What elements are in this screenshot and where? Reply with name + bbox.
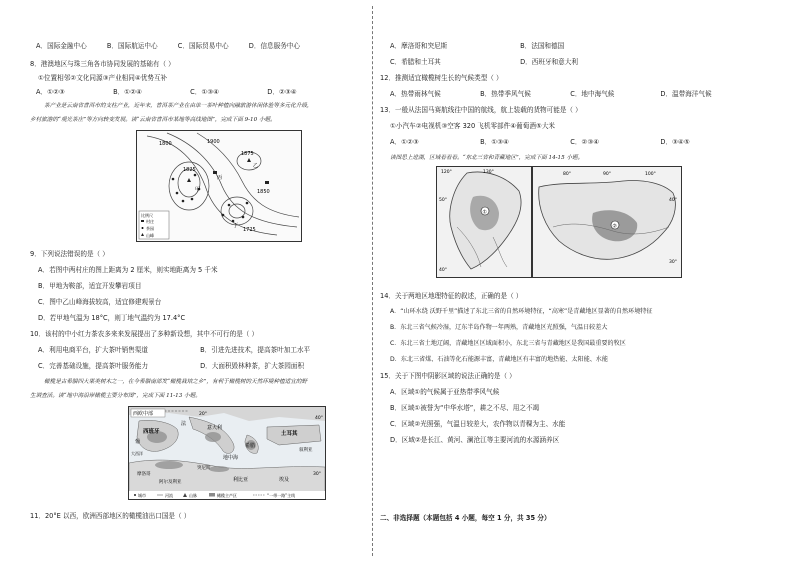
q13-option-b[interactable]: B．①③④	[480, 138, 509, 146]
q13-option-a[interactable]: A．①②③	[390, 138, 419, 146]
label-syria: 叙利亚	[299, 448, 313, 453]
q7-option-d[interactable]: D．信息服务中心	[248, 42, 301, 50]
q12-options-row	[390, 90, 712, 98]
lat-30: 30°	[669, 260, 677, 265]
legend-scale: 比例尺	[141, 213, 153, 218]
q14-option-a[interactable]: A．“山环水绕 沃野千里”描述了东北三省的自然环境特征，“高寒”是青藏地区显著的自然环境特征	[390, 308, 653, 315]
q14-option-b[interactable]: B．东北三省气候冷湿，辽东半岛作物一年两熟，青藏地区光照强，气温日较差大	[390, 324, 608, 331]
contour-label-1725: 1725	[243, 227, 256, 233]
q7-option-b[interactable]: B．国际航运中心	[106, 42, 158, 50]
label-40deg: 40°	[315, 416, 323, 421]
point-yi: 乙	[253, 163, 259, 169]
q15-option-d[interactable]: D．区域②是长江、黄河、澜沧江等主要河流的水源涵养区	[390, 436, 560, 444]
village-symbol	[213, 171, 217, 174]
contour-label-1875: 1875	[241, 151, 254, 157]
label-greece: 希腊	[245, 443, 256, 449]
q10-options-row2	[38, 362, 304, 370]
q10-stem: 10．该村的中小红力茶农多来来发展提出了多种新设想，其中不可行的是（ ）	[30, 330, 259, 338]
q13-option-d[interactable]: D．③④⑤	[660, 138, 690, 146]
q11-options-row2	[390, 58, 578, 66]
lon-100: 100°	[645, 172, 656, 177]
q9-stem: 9．下列说法错误的是（ ）	[30, 250, 109, 258]
legend-village: 村庄	[146, 219, 154, 224]
label-portugal: 葡	[135, 439, 141, 445]
legend-belt-road: “一带一路”主线	[267, 493, 296, 498]
village-symbol	[265, 181, 269, 184]
point-bing: 丙	[217, 175, 223, 181]
label-30deg: 30°	[313, 472, 321, 477]
q15-option-a[interactable]: A．区域①的气候属于亚热带季风气候	[390, 388, 500, 396]
q11-option-a[interactable]: A．摩洛哥和突尼斯	[390, 42, 448, 50]
passage2-line1: 橄榄是古希腊四大果类树木之一，在今希腊南部发“橄榄栽培之乡”，有利于橄榄树的天然环境种植适宜的野	[44, 379, 308, 385]
q8-option-b[interactable]: B．①②④	[113, 88, 142, 96]
lon-80: 80°	[563, 172, 571, 177]
q10-option-a[interactable]: A．利用电商平台，扩大茶叶销售渠道	[38, 346, 149, 354]
q8-items: ①位置相邻②文化同源③产业相同④优势互补	[38, 74, 168, 82]
q11-stem: 11．20°E 以西，欧洲西部地区的橄榄油出口国是（ ）	[30, 512, 191, 520]
contour-label-1800: 1800	[159, 141, 172, 147]
northeast-map-svg	[437, 167, 531, 277]
q7-options-row	[36, 42, 300, 50]
lat-40-right: 40°	[669, 198, 677, 203]
map2-title: 西欧中部	[133, 411, 154, 417]
northeast-map	[436, 166, 532, 278]
q12-option-c[interactable]: C．地中海气候	[570, 90, 615, 98]
q10-option-b[interactable]: B．引进先进技术，提高茶叶加工水平	[200, 346, 311, 354]
label-spain: 西班牙	[143, 429, 160, 435]
q11-option-d[interactable]: D．西班牙和意大利	[520, 58, 578, 66]
lon-90: 90°	[603, 172, 611, 177]
legend-mountain: 山脉	[189, 493, 197, 498]
lat-50: 50°	[439, 198, 447, 203]
mediterranean-map	[128, 406, 326, 500]
q10-options-row1	[38, 346, 310, 354]
contour-map	[136, 130, 302, 242]
legend-tea: 茶园	[146, 226, 154, 231]
label-tunisia: 突尼斯	[197, 466, 211, 471]
legend-river: 河流	[165, 493, 173, 498]
lon-120: 120°	[441, 170, 452, 175]
contour-label-1825: 1825	[183, 167, 196, 173]
q8-options-row	[36, 88, 297, 96]
passage2-line2: 生调查活。读“地中海沿岸橄榄主要分布图”，完成下面 11-13 小题。	[30, 393, 201, 399]
q15-stem: 15．关于下图中阴影区域的说法正确的是（ ）	[380, 372, 516, 380]
q8-stem: 8．港澳地区与珠三角各市协同发展的基础有（ ）	[30, 60, 175, 68]
q12-option-d[interactable]: D．温带海洋气候	[660, 90, 712, 98]
label-algeria: 阿尔及利亚	[159, 480, 182, 485]
lat-40: 40°	[439, 268, 447, 273]
legend-olive: 橄榄主产区	[217, 493, 237, 498]
q9-option-d[interactable]: D．若甲地气温为 18°C，则丁地气温约为 17.4°C	[38, 314, 186, 322]
label-libya: 利比亚	[233, 477, 249, 483]
q12-option-b[interactable]: B．热带季风气候	[480, 90, 531, 98]
label-turkey: 土耳其	[281, 431, 298, 437]
left-column	[30, 0, 366, 562]
label-atlantic: 大西洋	[131, 451, 143, 456]
q8-option-d[interactable]: D．②③④	[267, 88, 297, 96]
q9-option-c[interactable]: C．图中乙山峰海拔较高，适宜修建观景台	[38, 298, 162, 306]
q14-option-c[interactable]: C．东北三省土地辽阔，青藏地区区域面积小，东北三省与青藏地区是我国最重要的牧区	[390, 340, 626, 347]
q13-options-row	[390, 138, 690, 146]
q12-option-a[interactable]: A．热带雨林气候	[390, 90, 441, 98]
region-2-label: ②	[612, 223, 617, 230]
label-20deg: 20°	[199, 412, 207, 417]
contour-label-1900: 1900	[207, 139, 220, 145]
label-med-sea: 地中海	[223, 455, 239, 461]
peak-symbol	[187, 178, 191, 182]
label-italy: 意大利	[207, 425, 223, 431]
tibet-map-svg	[533, 167, 681, 277]
q10-option-c[interactable]: C．完善基础设施，提高茶叶服务能力	[38, 362, 149, 370]
q7-option-a[interactable]: A．国际金融中心	[36, 42, 87, 50]
q7-option-c[interactable]: C．国际贸易中心	[177, 42, 229, 50]
q14-stem: 14．关于两地区地理特征的叙述，正确的是（ ）	[380, 292, 523, 300]
q15-option-c[interactable]: C．区域②光照强，气温日较差大，农作物以青稞为主、水能	[390, 420, 566, 428]
q11-option-b[interactable]: B．法国和德国	[520, 42, 565, 50]
label-morocco: 摩洛哥	[137, 472, 151, 477]
label-egypt: 埃及	[279, 477, 290, 483]
mediterranean-map-svg	[129, 407, 325, 499]
passage1-line2: 乡村旅游的“观光茶庄”等方向转变发展。读“云南省普洱市某地等高线地图”，完成下面 9-10 小题。	[30, 117, 276, 123]
q15-option-b[interactable]: B．区域①被誉为“中华水塔”，耕之不尽、用之不竭	[390, 404, 540, 412]
label-france: 法	[181, 421, 187, 427]
q13-option-c[interactable]: C．②③④	[570, 138, 600, 146]
point-ding: 丁	[233, 223, 239, 229]
region-1-label: ①	[482, 209, 487, 216]
peak-symbol	[247, 158, 251, 162]
contour-legend	[139, 211, 169, 239]
point-jia: 甲	[195, 187, 201, 193]
q12-stem: 12．推测适宜橄榄树生长的气候类型（ ）	[380, 74, 503, 82]
q11-option-c[interactable]: C．希腊和土耳其	[390, 58, 441, 66]
column-divider	[372, 6, 373, 556]
q9-option-a[interactable]: A．若图中两村庄的图上距离为 2 厘米，则实地距离为 5 千米	[38, 266, 218, 274]
q9-option-b[interactable]: B．甲地为鞍部，适宜开发攀岩项目	[38, 282, 142, 290]
q10-option-d[interactable]: D．大面积毁林种茶，扩大茶园面积	[200, 362, 305, 370]
q13-stem: 13．一般从法国马赛航线往中国的航线，航上装载的货物可能是（ ）	[380, 106, 582, 114]
q13-items: ①小汽车②电视机③空客 320 飞机零部件④葡萄酒⑤大米	[390, 122, 556, 130]
contour-label-1850: 1850	[257, 189, 270, 195]
q11-options-row1	[390, 42, 564, 50]
lon-130: 130°	[483, 170, 494, 175]
contour-map-svg	[137, 131, 301, 241]
passage3: 读图思上进湖，区域看看看。“东北三省和青藏地区”，完成下面 14-15 小题。	[390, 155, 584, 161]
section2-title: 二、非选择题（本题包括 4 小题，每空 1 分，共 35 分）	[380, 514, 551, 522]
right-column	[380, 0, 762, 562]
tibet-map	[532, 166, 682, 278]
legend-peak: 山峰	[146, 233, 154, 238]
q8-option-a[interactable]: A．①②③	[36, 88, 65, 96]
passage1-line1: 茶产业是云南省普洱市的支柱产业，近年来，普洱茶产业在由单一茶叶种植向融旅游休闲体验等多元化升级，	[44, 103, 313, 109]
q14-option-d[interactable]: D．东北三省煤、石油等化石能源丰富，青藏地区有丰富的地热能、太阳能、水能	[390, 356, 608, 363]
legend-city: 城市	[138, 493, 146, 498]
q8-option-c[interactable]: C．①③④	[190, 88, 220, 96]
